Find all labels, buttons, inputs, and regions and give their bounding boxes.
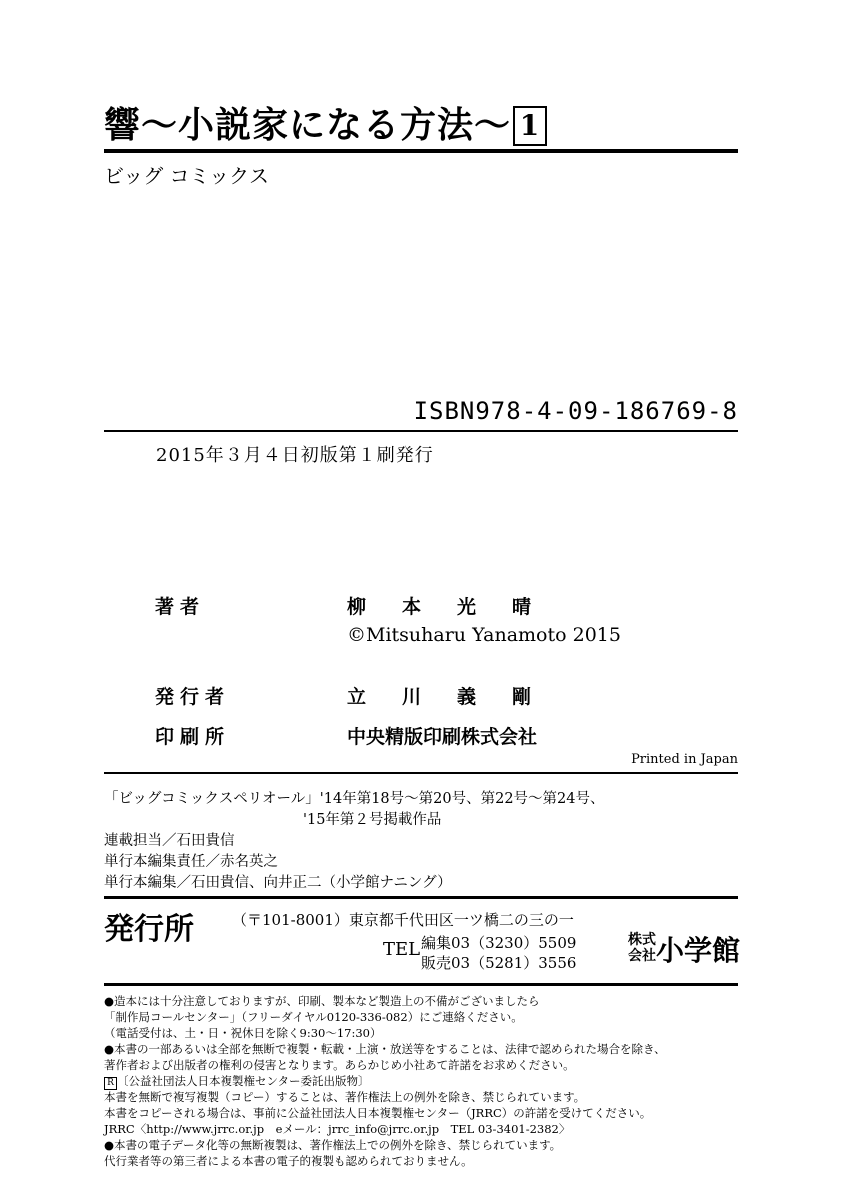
publisher-office-label: 発行所 — [104, 912, 194, 947]
book-title: 響〜小説家になる方法〜 1 — [104, 97, 547, 148]
tel-label: TEL — [383, 939, 421, 960]
company-name: 株式 会社小学館 — [628, 932, 741, 967]
note-line: 代行業者等の第三者による本書の電子的複製も認められておりません。 — [104, 1154, 473, 1168]
printed-in-japan: Printed in Japan — [631, 752, 738, 767]
title-rule — [104, 149, 738, 153]
publisher-address: （〒101-8001）東京都千代田区一ツ橋二の三の一 — [232, 911, 574, 929]
serialization-line: '15年第２号掲載作品 — [303, 812, 442, 828]
company-prefix: 株式 会社 — [628, 932, 656, 964]
r-mark-icon: R — [104, 1077, 117, 1090]
note-line: 本書をコピーされる場合は、事前に公益社団法人日本複製権センター（JRRC）の許諾を受けてください。 — [104, 1106, 652, 1120]
note-line: （電話受付は、土・日・祝休日を除く9:30〜17:30） — [104, 1026, 382, 1040]
tel-editorial: 編集03（3230）5509 — [421, 934, 577, 952]
printer-name: 中央精版印刷株式会社 — [347, 726, 538, 748]
publisher-rule — [104, 983, 738, 986]
isbn: ISBN978-4-09-186769-8 — [413, 397, 738, 425]
serialization-line: 「ビッグコミックスペリオール」'14年第18号〜第20号、第22号〜第24号、 — [104, 791, 605, 807]
credits-rule — [104, 896, 738, 899]
note-line: ●本書の電子データ化等の無断複製は、著作権法上での例外を除き、禁じられています。 — [104, 1138, 562, 1152]
series-name: ビッグ コミックス — [104, 164, 269, 188]
note-line: ●本書の一部あるいは全部を無断で複製・転載・上演・放送等をすることは、法律で認められた場合を除き、 — [104, 1042, 666, 1056]
credit-line: 単行本編集責任／赤名英之 — [104, 854, 278, 870]
note-line: JRRC〈http://www.jrrc.or.jp eメール：jrrc_info@jrrc.or.jp TEL 03-3401-2382〉 — [104, 1122, 571, 1136]
note-line: 本書を無断で複写複製（コピー）することは、著作権法上の例外を除き、禁じられています。 — [104, 1090, 586, 1104]
printer-label: 印刷所 — [155, 726, 231, 748]
credit-line: 連載担当／石田貴信 — [104, 833, 235, 849]
note-line: R 〔公益社団法人日本複製権センター委託出版物〕 — [104, 1073, 370, 1090]
printed-rule — [104, 772, 738, 774]
author-label: 著者 — [155, 596, 206, 618]
publisher-name: 立川義剛 — [347, 686, 568, 708]
isbn-rule — [104, 430, 738, 432]
copyright-notice: ©Mitsuharu Yanamoto 2015 — [347, 624, 621, 646]
note-line: 著作者および出版者の権利の侵害となります。あらかじめ小社あて許諾をお求めください。 — [104, 1058, 575, 1072]
publisher-label: 発行者 — [155, 686, 231, 708]
credit-line: 単行本編集／石田貴信、向井正二（小学館ナニング） — [104, 875, 452, 891]
volume-number: 1 — [513, 106, 547, 146]
tel-sales: 販売03（5281）3556 — [421, 954, 577, 972]
note-line: ●造本には十分注意しておりますが、印刷、製本など製造上の不備がございましたら — [104, 994, 540, 1008]
author-name: 柳本光晴 — [347, 596, 568, 618]
note-line: 「制作局コールセンター」（フリーダイヤル0120-336-082）にご連絡ください。 — [104, 1010, 523, 1024]
edition-date: 2015年３月４日初版第１刷発行 — [156, 445, 434, 466]
